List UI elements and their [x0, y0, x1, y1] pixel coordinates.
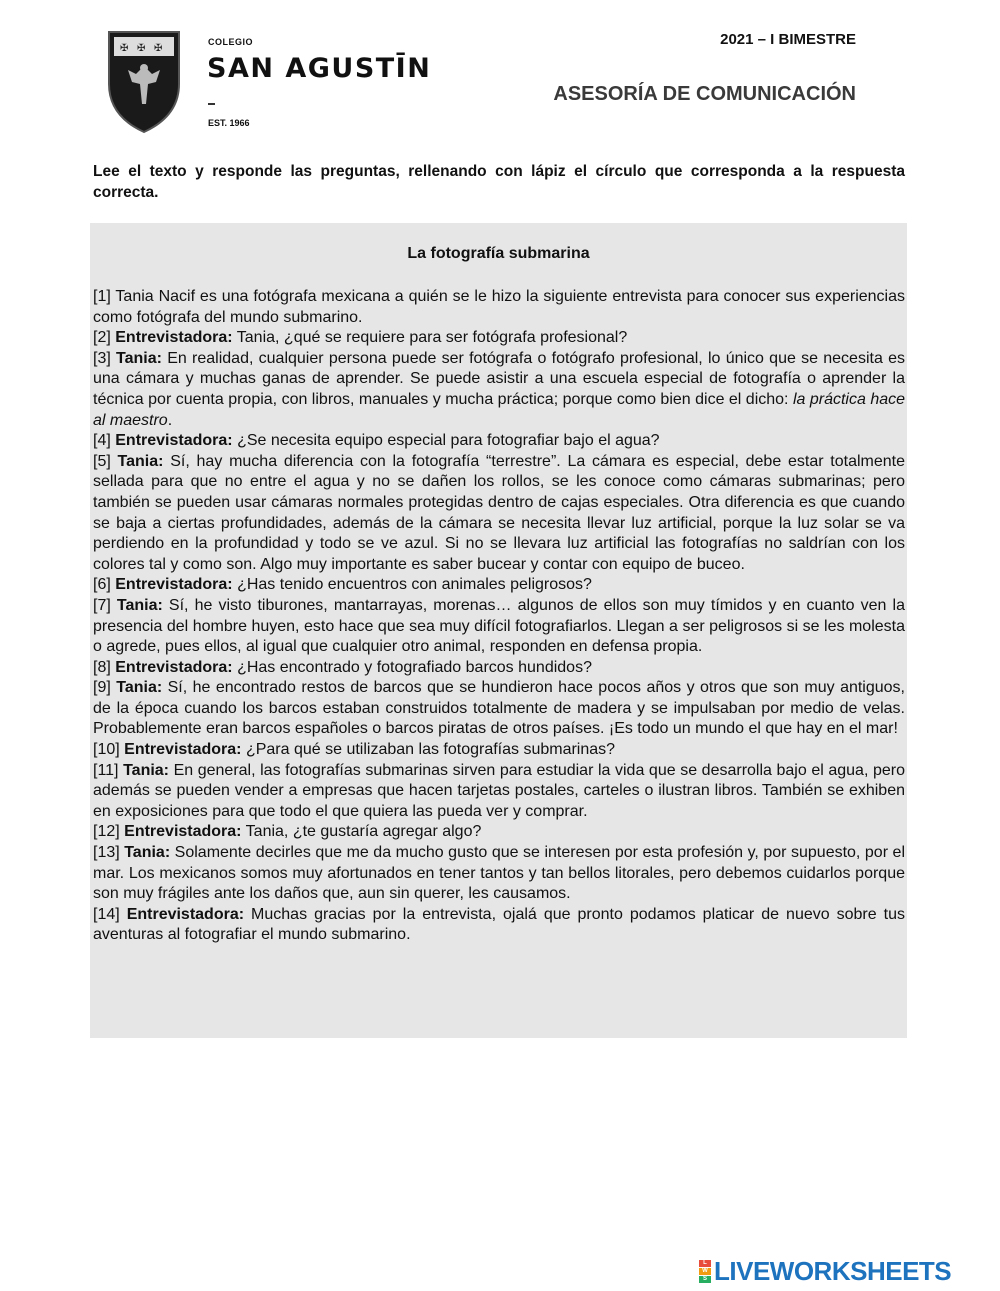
paragraph-tail: .	[167, 411, 173, 429]
reading-title: La fotografía submarina	[407, 245, 590, 262]
liveworksheets-logo	[699, 1257, 951, 1285]
school-name: SAN AGUSTĪN	[207, 53, 432, 84]
reading-paragraph	[93, 740, 905, 761]
reading-paragraph	[93, 287, 905, 328]
paragraph-text: Tania, ¿te gustaría agregar algo?	[241, 823, 482, 841]
reading-box	[90, 223, 907, 1038]
paragraph-text: Sí, hay mucha diferencia con la fotografía “terrestre”. La cámara es especial, debe estar totalmente sellada para que no entre el agua y no se dañen los rollos, se les conoce como cámaras submarinas; pero también se pueden usar cámaras normales protegidas dentro de cajas especiales. Otra diferencia es que cuando se baja a ciertas profundidades, además de la cámara se necesita llevar luz artificial, porque la luz solar se va perdiendo en la profundidad y todo se ve azul. Si no se llevara luz artificial las fotografías no saldrían con los colores tal y como son. Algo muy importante es saber bucear y contar con equipo de buceo.	[93, 452, 905, 573]
paragraph-number: [3]	[93, 349, 111, 367]
paragraph-text: ¿Se necesita equipo especial para fotografiar bajo el agua?	[232, 432, 660, 450]
svg-text:✠: ✠	[154, 43, 163, 54]
paragraph-number: [13]	[93, 844, 120, 862]
school-established: EST. 1966	[208, 118, 250, 128]
reading-paragraph	[93, 328, 905, 349]
speaker-label: Tania:	[124, 844, 171, 862]
paragraph-text: En general, las fotografías submarinas sirven para estudiar la vida que se desarrolla bajo el agua, pero además se pueden vender a empresas que hacen tarjetas postales, carteles o ilustran libros. También se exhiben en exposiciones para que todo el que quiera las pueda ver y comprar.	[93, 761, 905, 820]
speaker-label: Entrevistadora:	[115, 329, 233, 347]
paragraph-number: [6]	[93, 576, 111, 594]
paragraph-number: [7]	[93, 596, 111, 614]
speaker-label: Entrevistadora:	[124, 823, 242, 841]
speaker-label: Entrevistadora:	[115, 432, 233, 450]
paragraph-text: ¿Has tenido encuentros con animales peligrosos?	[232, 576, 592, 594]
reading-body	[93, 287, 905, 946]
term-label: 2021 – I BIMESTRE	[720, 31, 856, 48]
instructions: Lee el texto y responde las preguntas, rellenando con lápiz el círculo que corresponda a la respuesta correcta.	[93, 163, 905, 201]
reading-paragraph	[93, 905, 905, 946]
liveworksheets-logo-icon: L W S	[699, 1260, 711, 1283]
speaker-label: Entrevistadora:	[115, 658, 233, 676]
paragraph-text: ¿Has encontrado y fotografiado barcos hundidos?	[232, 658, 592, 676]
paragraph-text: Tania, ¿qué se requiere para ser fotógrafa profesional?	[232, 329, 628, 347]
paragraph-number: [11]	[93, 761, 119, 779]
paragraph-number: [1]	[93, 288, 111, 305]
reading-paragraph	[93, 658, 905, 679]
paragraph-number: [10]	[93, 741, 120, 759]
reading-paragraph	[93, 431, 905, 452]
paragraph-number: [5]	[93, 452, 111, 470]
paragraph-number: [12]	[93, 823, 120, 841]
school-crest-icon	[106, 26, 182, 134]
svg-text:✠: ✠	[120, 43, 129, 54]
speaker-label: Tania:	[116, 349, 162, 367]
speaker-label: Entrevistadora:	[124, 741, 242, 759]
svg-text:✠: ✠	[137, 43, 146, 54]
paragraph-text: Sí, he encontrado restos de barcos que se hundieron hace pocos años y otros que son muy antiguos, de la época cuando los barcos estaban construidos totalmente de madera y se impulsaban por medio de velas. Probablemente eran barcos españoles o barcos piratas de otros países. ¡Es todo un mundo el que hay en el mar!	[93, 679, 906, 738]
reading-paragraph	[93, 843, 905, 905]
speaker-label: Tania:	[116, 679, 163, 697]
paragraph-number: [4]	[93, 432, 111, 450]
course-title: ASESORÍA DE COMUNICACIÓN	[553, 83, 856, 105]
brand-name: LIVEWORKSHEETS	[714, 1255, 952, 1286]
speaker-label: Tania:	[116, 596, 163, 614]
paragraph-number: [8]	[93, 658, 111, 676]
paragraph-number: [14]	[93, 905, 120, 923]
paragraph-number: [2]	[93, 329, 111, 347]
speaker-label: Tania:	[117, 452, 164, 470]
reading-paragraph	[93, 678, 905, 740]
reading-paragraph	[93, 596, 905, 658]
reading-paragraph	[93, 761, 905, 823]
speaker-label: Entrevistadora:	[126, 905, 245, 923]
speaker-label: Tania:	[123, 761, 170, 779]
paragraph-number: [9]	[93, 679, 111, 697]
paragraph-text: Sí, he visto tiburones, mantarrayas, morenas… algunos de ellos son muy tímidos y en cuanto ven la presencia del hombre huyen, esto hace que sea muy difícil fotografiarlos. Llegan a ser peligrosos si se les molesta o agrede, pues ellos, al igual que cualquier otro animal, responden en defensa propia.	[93, 596, 905, 656]
paragraph-text: Solamente decirles que me da mucho gusto que se interesen por esta profesión y, por supuesto, por el mar. Los mexicanos somos muy afortunados en tener tantos y tan bellos litorales, pero debemos cuidarlos porque son muy frágiles ante los daños que, aun sin querer, les causamos.	[93, 844, 906, 903]
paragraph-text: En realidad, cualquier persona puede ser fotógrafa o fotógrafo profesional, lo único que se necesita es una cámara y muchas ganas de aprender. Se puede asistir a una escuela especial de fotografía o aprender la técnica por cuenta propia, con libros, manuales y mucha práctica; porque como bien dice el dicho:	[93, 349, 905, 408]
paragraph-text: Muchas gracias por la entrevista, ojalá que pronto podamos platicar de nuevo sobre tus aventuras al fotografiar el mundo submarino.	[93, 905, 905, 944]
school-label: COLEGIO	[208, 37, 254, 47]
reading-paragraph	[93, 452, 905, 576]
reading-paragraph	[93, 349, 905, 431]
quote-italic: la práctica hace al maestro	[93, 390, 906, 429]
reading-paragraph	[93, 575, 905, 596]
divider	[208, 103, 215, 105]
speaker-label: Entrevistadora:	[115, 576, 233, 594]
paragraph-text: Tania Nacif es una fotógrafa mexicana a quién se le hizo la siguiente entrevista para conocer sus experiencias como fotógrafa del mundo submarino.	[93, 288, 906, 326]
paragraph-text: ¿Para qué se utilizaban las fotografías submarinas?	[241, 741, 616, 759]
reading-paragraph	[93, 822, 905, 843]
